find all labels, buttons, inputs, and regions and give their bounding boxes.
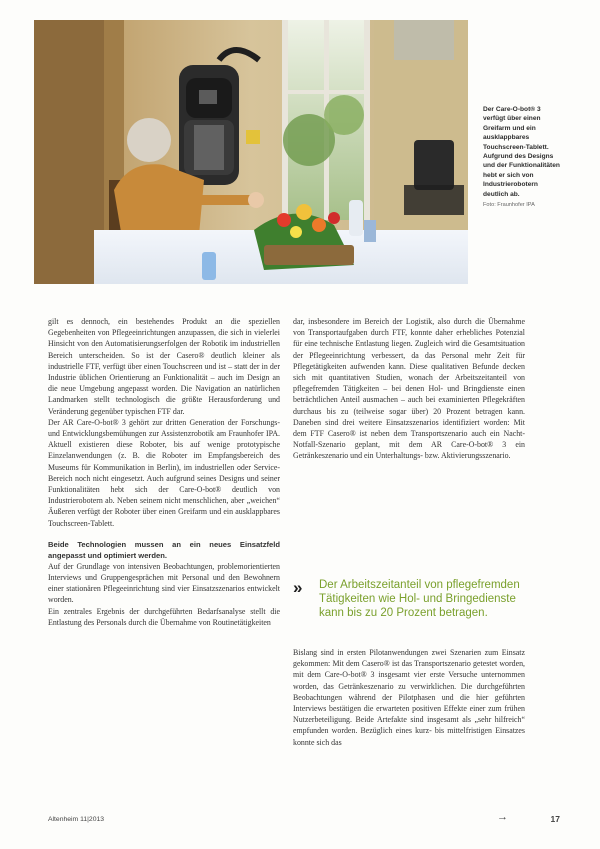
paragraph: dar, insbesondere im Bereich der Logistik, also durch die Übernahme von Transportaufgaben durch FTF, konnte daher erhebliches Potenzial für eine technische Entlastung liegen. Zugleich wird die Gesamtsituation der Pflegeeinrichtung verbessert, da das Personal mehr Zeit für Pflegetätigkeiten aufwenden kann. Diese qualitativen Befunde decken sich mit quantitativen Studien, wonach der Arbeitszeitanteil von pflegefremden Tätigkeiten – bei denen Hol- und Bringdienste einen beträchtlichen Anteil ausmachen – auch bei examinierten Pflegekräften durchaus bis zu (teilweise sogar über) 20 Prozent betragen kann. Daneben sind drei weitere Einsatzszenarios identifiziert worden: Mit dem FTF Casero® ist neben dem Transportszenario auch ein Nacht-Notfall-Szenario geplant, mit dem AR Care-O-bot® 3 ein Getränkeszenario und ein Unterhaltungs- bzw. Aktivierungsszenario. bbox=[293, 317, 525, 461]
continue-arrow-icon: → bbox=[497, 811, 508, 823]
pull-quote-text: Der Arbeitszeitanteil von pflegefremden Tätigkeiten wie Hol- und Bringedienste kann bis zu 20 Prozent betragen. bbox=[319, 579, 520, 619]
page-footer bbox=[48, 811, 560, 830]
paragraph: Ein zentrales Ergebnis der durchgeführten Bedarfsanalyse stellt die Entlastung des Personals durch die Übernahme von Routinetätigkeiten bbox=[48, 606, 280, 627]
paragraph: Der AR Care-O-bot® 3 gehört zur dritten Generation der Forschungs- und Entwicklungsbemühungen zur Assistenzrobotik am Fraunhofer IPA. Aktuell existieren diese Roboter, bis auf wenige prototypische Einzelanwendungen (z. B. die Roboter im Empfangsbereich des Museums für Kommunikation in Berlin), im industriellen oder Service-Bereich noch nicht eingesetzt. Auch aufgrund seines Designs und seiner Funktionalitäten hebt sich der Care-O-bot® deutlich von Industrierobotern ab. Neben seinem nicht menschlichen, aber „weichen“ Äußeren verfügt der Roboter über einen Greifarm und ein ausklappbares Touchscreen-Tablett. bbox=[48, 417, 280, 528]
article-column-left bbox=[48, 316, 280, 628]
page-number: 17 bbox=[550, 814, 560, 824]
article-column-right-bottom bbox=[293, 647, 525, 748]
publication-source: Altenheim 11|2013 bbox=[48, 816, 105, 823]
article-column-right-top bbox=[293, 316, 525, 462]
paragraph: Auf der Grundlage von intensiven Beobachtungen, problemorientierten Interviews und Gruppengesprächen mit Personal und den Bewohnern einer stationären Pflegeeinrichtung sind vier Einsatzszenarios entwickelt worden. bbox=[48, 561, 280, 605]
photo-illustration bbox=[34, 20, 468, 284]
quote-marker-icon: » bbox=[293, 578, 299, 597]
pull-quote bbox=[293, 578, 533, 620]
photo-caption bbox=[483, 105, 563, 210]
paragraph: gilt es dennoch, ein bestehendes Produkt an die speziellen Gegebenheiten von Pflegeeinrichtungen anzupassen, die sich in vielerlei Hinsicht von den Automatisierungserfolgen der Robotik im industriellen Bereich unterscheiden. So ist der Casero® deutlich kleiner als industrielle FTF, verfügt über einen Touchscreen und ist – statt der in der Industrie üblichen Orientierung an Funktionalität – auch im Design an die neue Umgebung angepasst worden. Die Navigation an natürlichen Landmarken stellt technologisch die größte Herausforderung und Veränderung gegenüber typischen FTF dar. bbox=[48, 317, 280, 416]
photo-credit: Foto: Fraunhofer IPA bbox=[483, 202, 535, 209]
caption-text: Der Care-O-bot® 3 verfügt über einen Greifarm und ein ausklappbares Touchscreen-Tablett. Aufgrund des Designs und der Funktionalitäten hebt er sich von Industrierobotern deutlich ab. bbox=[483, 106, 560, 198]
subheading: Beide Technologien mussen an ein neues Einsatzfeld angepasst und optimiert werden. bbox=[48, 539, 280, 560]
robot-photo bbox=[34, 20, 468, 284]
paragraph: Bislang sind in ersten Pilotanwendungen zwei Szenarien zum Einsatz gekommen: Mit dem Casero® ist das Transportszenario getestet worden, mit dem Care-O-bot® 3 insgesamt vier erste Versuche unternommen worden, das Getränkeszenario zu verwirklichen. Die durchgeführten Beobachtungen während der Pilotphasen und die hier geführten Interviews bestätigen die erwarteten positiven Effekte einer zum frühen Nutzerbeteiligung. Beide Artefakte sind insgesamt als „sehr hilfreich“ empfunden worden. Bezüglich eines kurz- bis mittelfristigen Einsatzes konnte sich das bbox=[293, 648, 525, 747]
